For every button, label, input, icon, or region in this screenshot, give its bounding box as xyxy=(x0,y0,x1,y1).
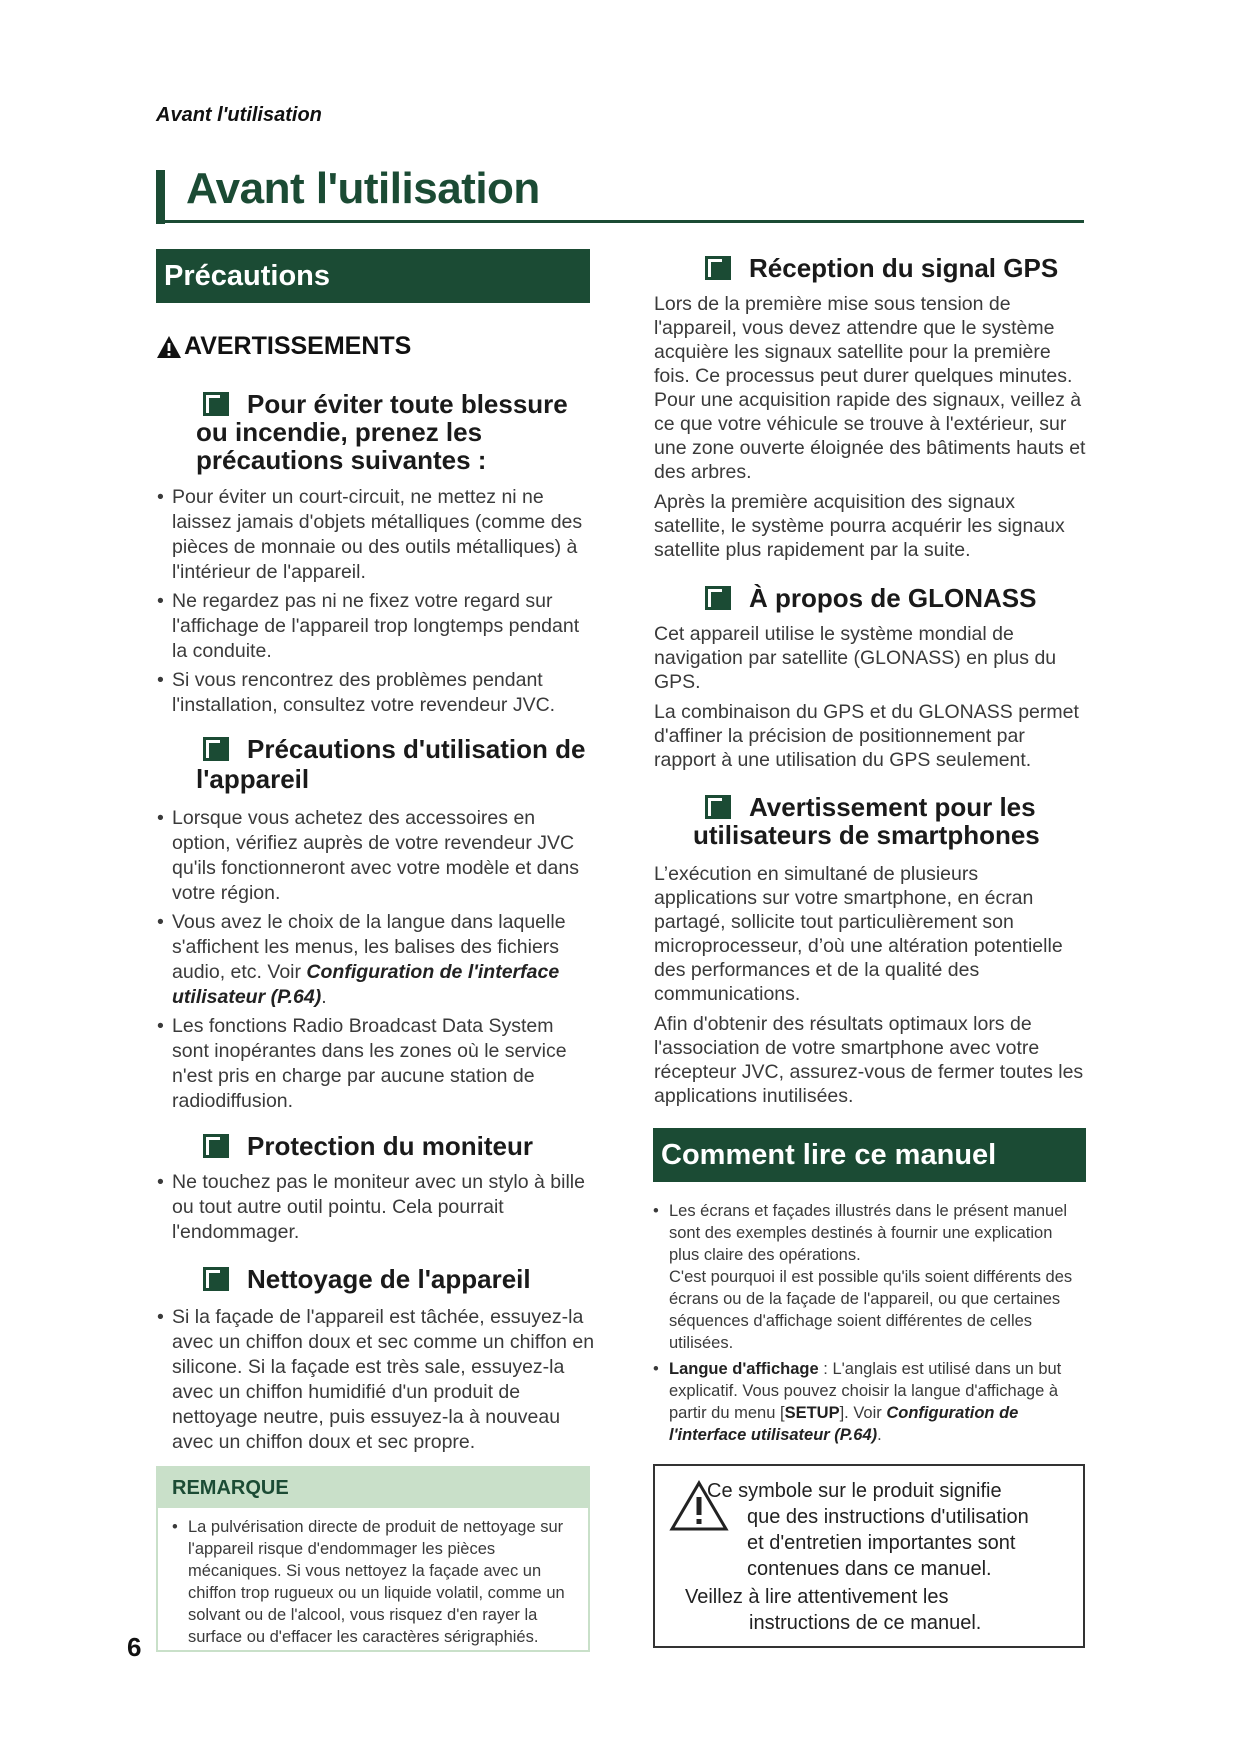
remark-list xyxy=(158,1516,588,1648)
section-heading-usage-l1: Précautions d'utilisation de xyxy=(247,734,586,764)
how-to-read-list xyxy=(653,1200,1085,1450)
section-marker-icon xyxy=(203,1134,229,1158)
how-to-read-banner xyxy=(653,1128,1086,1182)
remark-title: REMARQUE xyxy=(158,1468,588,1508)
list-item: • Si vous rencontrez des problèmes pendant l'installation, consultez votre revendeur JVC. xyxy=(157,668,595,718)
section-heading-monitor xyxy=(203,1132,603,1160)
precautions-banner xyxy=(156,249,590,303)
list-item: • Lorsque vous achetez des accessoires en option, vérifiez auprès de votre revendeur JVC qu'ils fonctionneront avec votre modèle et dans votre région. xyxy=(157,806,595,906)
list-item-text: Vous avez le choix de la langue dans laquelle s'affichent les menus, les balises des fichiers audio, etc. Voir xyxy=(172,911,566,983)
display-language-label: Langue d'affichage xyxy=(669,1360,819,1378)
list-item xyxy=(653,1200,1085,1354)
section-heading-smartphones-l1: Avertissement pour les xyxy=(749,792,1036,822)
page-title: Avant l'utilisation xyxy=(186,164,540,213)
list-item-end: . xyxy=(321,986,327,1008)
list-item-continuation: C'est pourquoi il est possible qu'ils soient différents des écrans ou de la façade de l'appareil, ou que certaines séquences d'affichage soient différentes de celles utilisées. xyxy=(669,1268,1073,1352)
symbol-line: Ce symbole sur le produit signifie xyxy=(707,1480,1002,1502)
paragraph: Afin d'obtenir des résultats optimaux lors de l'association de votre smartphone avec votre récepteur JVC, assurez-vous de fermer toutes les applications inutilisées. xyxy=(654,1013,1084,1107)
section-marker-icon xyxy=(203,1267,229,1291)
paragraph: Cet appareil utilise le système mondial de navigation par satellite (GLONASS) en plus du GPS. xyxy=(654,623,1057,693)
warnings-title: AVERTISSEMENTS xyxy=(184,332,412,360)
symbol-text-1 xyxy=(707,1478,1067,1582)
section-heading-cleaning-label: Nettoyage de l'appareil xyxy=(247,1264,531,1294)
section-heading-injury-l2: ou incendie, prenez les xyxy=(196,417,483,447)
symbol-text-2 xyxy=(685,1584,1065,1636)
section-heading-glonass xyxy=(705,584,1105,612)
symbol-line: contenues dans ce manuel. xyxy=(747,1558,992,1580)
symbol-line: instructions de ce manuel. xyxy=(749,1612,982,1634)
list-item: • Si la façade de l'appareil est tâchée, essuyez-la avec un chiffon doux et sec comme un chiffon en silicone. Si la façade est très sale, essuyez-la avec un chiffon humidifié d'un produit de nettoyage neutre, puis essuyez-la à nouveau avec un chiffon doux et sec propre. xyxy=(157,1305,595,1455)
title-accent-bar xyxy=(156,170,165,224)
ui-config-link[interactable]: Configuration de l'interface utilisateur (P.64) xyxy=(669,1404,1019,1444)
list-item: • Ne regardez pas ni ne fixez votre regard sur l'affichage de l'appareil trop longtemps pendant la conduite. xyxy=(157,589,595,664)
list-item-end: . xyxy=(877,1426,882,1444)
list-item-text: Les écrans et façades illustrés dans le présent manuel sont des exemples destinés à fournir une explication plus claire des opérations. xyxy=(669,1202,1068,1264)
list-item-text: ]. Voir xyxy=(839,1404,887,1422)
section-heading-smartphones xyxy=(705,793,1105,821)
list-item xyxy=(157,910,595,1010)
list-item: • Pour éviter un court-circuit, ne mettez ni ne laissez jamais d'objets métalliques (comme des pièces de monnaie ou des outils métalliques) à l'intérieur de l'appareil. xyxy=(157,485,595,585)
symbol-line: Veillez à lire attentivement les xyxy=(685,1586,949,1608)
section-heading-glonass-label: À propos de GLONASS xyxy=(749,583,1037,613)
section-heading-monitor-label: Protection du moniteur xyxy=(247,1131,533,1161)
section-marker-icon xyxy=(705,586,731,610)
cleaning-list xyxy=(157,1305,595,1459)
title-rule xyxy=(156,220,1084,223)
ui-config-link[interactable]: Configuration de l'interface utilisateur (P.64) xyxy=(172,961,560,1008)
section-marker-icon xyxy=(705,795,731,819)
list-item: • Ne touchez pas le moniteur avec un stylo à bille ou tout autre outil pointu. Cela pourrait l'endommager. xyxy=(157,1170,595,1245)
section-marker-icon xyxy=(203,737,229,761)
monitor-list xyxy=(157,1170,595,1249)
page-number: 6 xyxy=(127,1632,142,1662)
section-heading-usage xyxy=(203,735,623,763)
list-item xyxy=(653,1358,1085,1446)
paragraph: Après la première acquisition des signaux satellite, le système pourra acquérir les signaux satellite plus rapidement par la suite. xyxy=(654,491,1065,561)
section-heading-gps-label: Réception du signal GPS xyxy=(749,253,1059,283)
running-head: Avant l'utilisation xyxy=(156,104,322,126)
glonass-body xyxy=(654,622,1086,778)
paragraph: L’exécution en simultané de plusieurs applications sur votre smartphone, en écran partagé, sollicite tout particulièrement son microprocesseur, d’où une altération potentielle des performances et de la qualité des communications. xyxy=(654,863,1063,1005)
remark-box xyxy=(156,1466,590,1652)
symbol-line: et d'entretien importantes sont xyxy=(747,1532,1016,1554)
section-heading-injury xyxy=(203,390,603,418)
paragraph: Lors de la première mise sous tension de l'appareil, vous devez attendre que le système acquière les signaux satellite pour la première fois. Ce processus peut durer quelques minutes. Pour une acquisition rapide des signaux, veillez à ce que votre véhicule se trouve à l'extérieur, sur une zone ouverte éloignée des bâtiments hauts et des arbres. xyxy=(654,293,1086,483)
symbol-line: que des instructions d'utilisation xyxy=(747,1506,1029,1528)
list-item: • La pulvérisation directe de produit de nettoyage sur l'appareil risque d'endommager les pièces mécaniques. Si vous nettoyez la façade avec un chiffon trop rugueux ou un liquide volatil, comme un solvant ou de l'alcool, vous risquez d'en rayer la surface ou d'effacer les caractères sérigraphiés. xyxy=(172,1516,578,1648)
section-marker-icon xyxy=(203,392,229,416)
smartphones-body xyxy=(654,862,1086,1114)
section-heading-usage-l2: l'appareil xyxy=(196,764,310,794)
usage-list xyxy=(157,806,595,1118)
section-heading-gps xyxy=(705,254,1105,282)
how-to-read-banner-label: Comment lire ce manuel xyxy=(661,1139,997,1171)
warnings-heading xyxy=(156,332,411,361)
section-heading-smartphones-l2: utilisateurs de smartphones xyxy=(693,820,1040,850)
caution-symbol-box xyxy=(653,1464,1085,1648)
list-item-text: : L'anglais est utilisé dans un but explicatif. Vous pouvez choisir la langue d'affichage à partir du menu [ xyxy=(669,1360,1062,1422)
setup-menu-name: SETUP xyxy=(784,1404,840,1422)
section-marker-icon xyxy=(705,256,731,280)
list-item: • Les fonctions Radio Broadcast Data System sont inopérantes dans les zones où le service n'est pris en charge par aucune station de radiodiffusion. xyxy=(157,1014,595,1114)
paragraph: La combinaison du GPS et du GLONASS permet d'affiner la précision de positionnement par rapport à une utilisation du GPS seulement. xyxy=(654,701,1079,771)
warning-triangle-icon xyxy=(156,335,182,359)
precautions-banner-label: Précautions xyxy=(164,260,330,292)
section-heading-injury-l3: précautions suivantes : xyxy=(196,445,487,475)
injury-list xyxy=(157,485,595,722)
section-heading-cleaning xyxy=(203,1265,603,1293)
gps-body xyxy=(654,292,1086,568)
section-heading-injury-l1: Pour éviter toute blessure xyxy=(247,389,568,419)
